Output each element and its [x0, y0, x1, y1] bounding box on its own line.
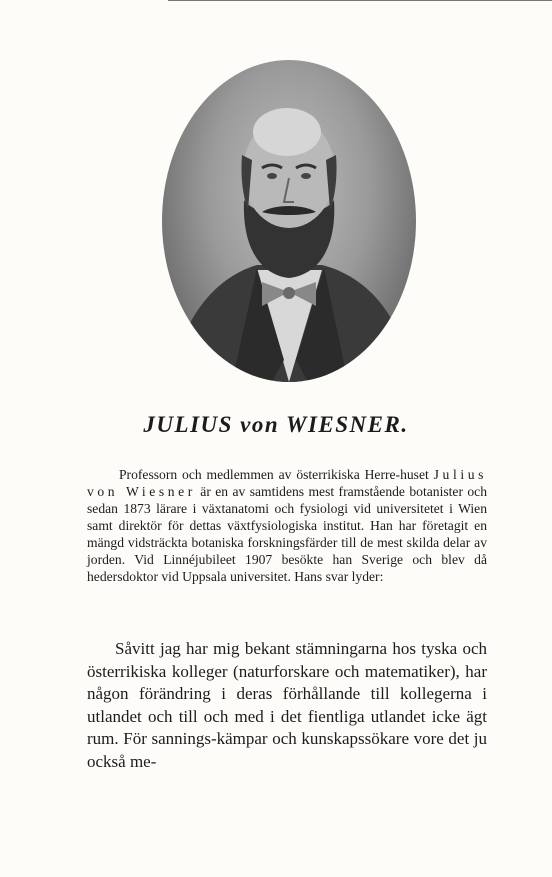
bio-paragraph [87, 466, 487, 585]
answer-paragraph: Såvitt jag har mig bekant stämningarna hos tyska och österrikiska kolleger (naturforskare och matematiker), har någon förändring i deras förhållande till kollegerna i utlandet och till och med i det fientliga utlandet icke ägt rum. För sannings-kämpar och kunskapssökare vore det ju också me- [87, 639, 487, 771]
bio-rest: är en av samtidens mest framstående botanister och sedan 1873 lärare i växtanatomi och fysiologi vid universitetet i Wien samt direktör för dettas växtfysiologiska institut. Han har företagit en mängd vidsträckta botaniska forskningsfärder till de mest skilda delar av jorden. Vid Linnéjubileet 1907 besökte han Sverige och blev då hedersdoktor vid Uppsala universitet. Hans svar lyder: [87, 484, 487, 584]
bio-intro: Professorn och medlemmen av österrikiska Herre-huset [119, 467, 429, 482]
bio-name: Julius von Wiesner [87, 467, 487, 499]
page-title: JULIUS von WIESNER. [143, 412, 409, 437]
portrait-engraving-icon [162, 60, 416, 382]
top-rule [168, 0, 552, 1]
